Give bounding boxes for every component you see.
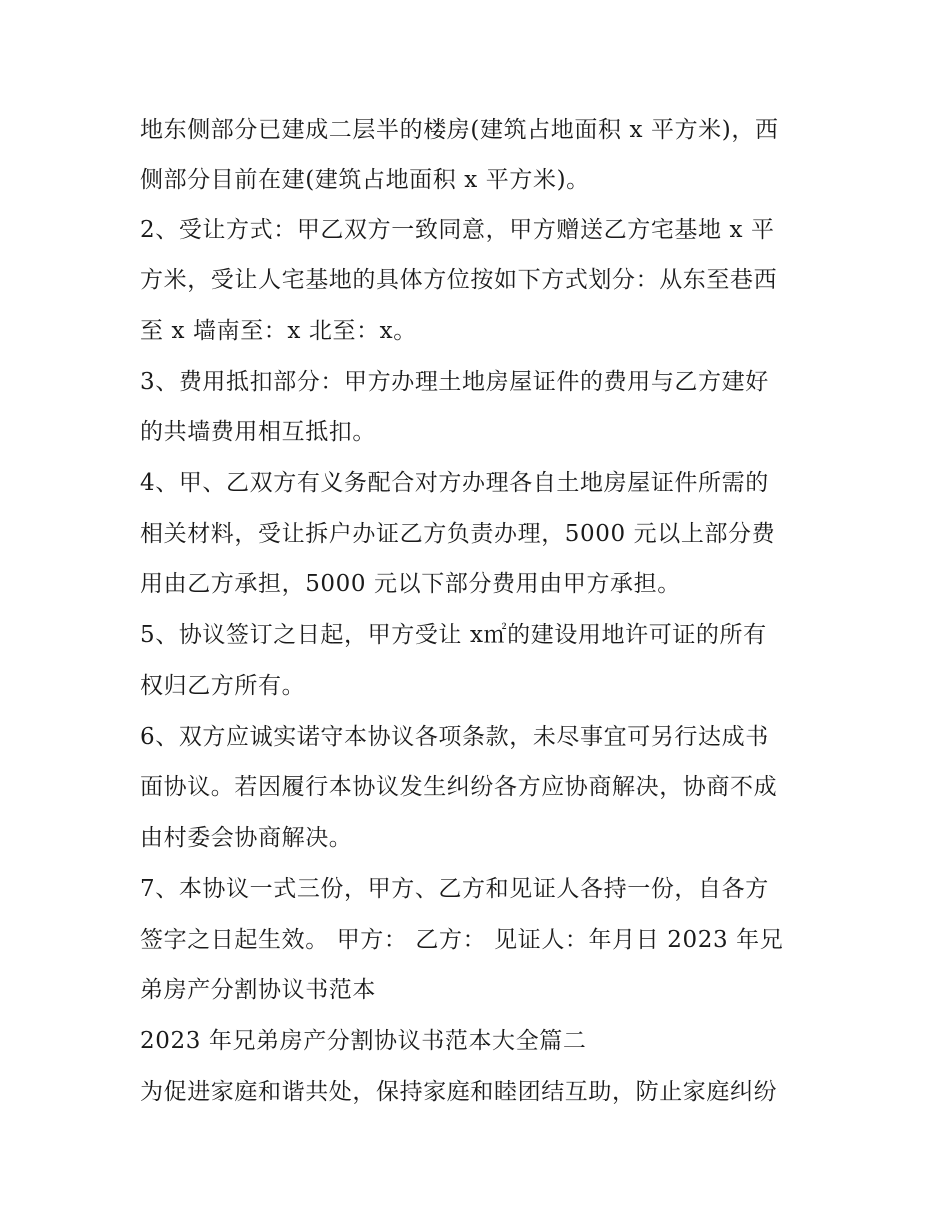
text-line: 弟房产分割协议书范本 [140, 977, 376, 1003]
text-line: 用由乙方承担，5000 元以下部分费用由甲方承担。 [140, 571, 681, 597]
text-line: 签字之日起生效。 甲方： 乙方： 见证人：年月日 2023 年兄 [140, 927, 784, 953]
text-line: 5、协议签订之日起，甲方受让 x㎡的建设用地许可证的所有 [140, 622, 767, 648]
text-line: 为促进家庭和谐共处，保持家庭和睦团结互助，防止家庭纠纷 [140, 1079, 778, 1105]
text-line: 地东侧部分已建成二层半的楼房(建筑占地面积 x 平方米)，西 [140, 117, 779, 143]
text-line: 至 x 墙南至：x 北至：x。 [140, 318, 417, 344]
section-heading: 2023 年兄弟房产分割协议书范本大全篇二 [140, 1028, 587, 1054]
text-line: 面协议。若因履行本协议发生纠纷各方应协商解决，协商不成 [140, 774, 778, 800]
text-line: 3、费用抵扣部分：甲方办理土地房屋证件的费用与乙方建好 [140, 369, 769, 395]
text-line: 相关材料，受让拆户办证乙方负责办理，5000 元以上部分费 [140, 521, 776, 547]
text-line: 4、甲、乙双方有义务配合对方办理各自土地房屋证件所需的 [140, 470, 769, 496]
text-line: 7、本协议一式三份，甲方、乙方和见证人各持一份，自各方 [140, 876, 769, 902]
text-line: 6、双方应诚实诺守本协议各项条款，未尽事宜可另行达成书 [140, 724, 769, 750]
text-line: 的共墙费用相互抵扣。 [140, 419, 376, 445]
text-line: 方米，受让人宅基地的具体方位按如下方式划分：从东至巷西 [140, 267, 778, 293]
text-line: 侧部分目前在建(建筑占地面积 x 平方米)。 [140, 167, 590, 193]
text-line: 权归乙方所有。 [140, 673, 306, 699]
text-line: 2、受让方式：甲乙双方一致同意，甲方赠送乙方宅基地 x 平 [140, 217, 775, 243]
text-line: 由村委会协商解决。 [140, 825, 353, 851]
